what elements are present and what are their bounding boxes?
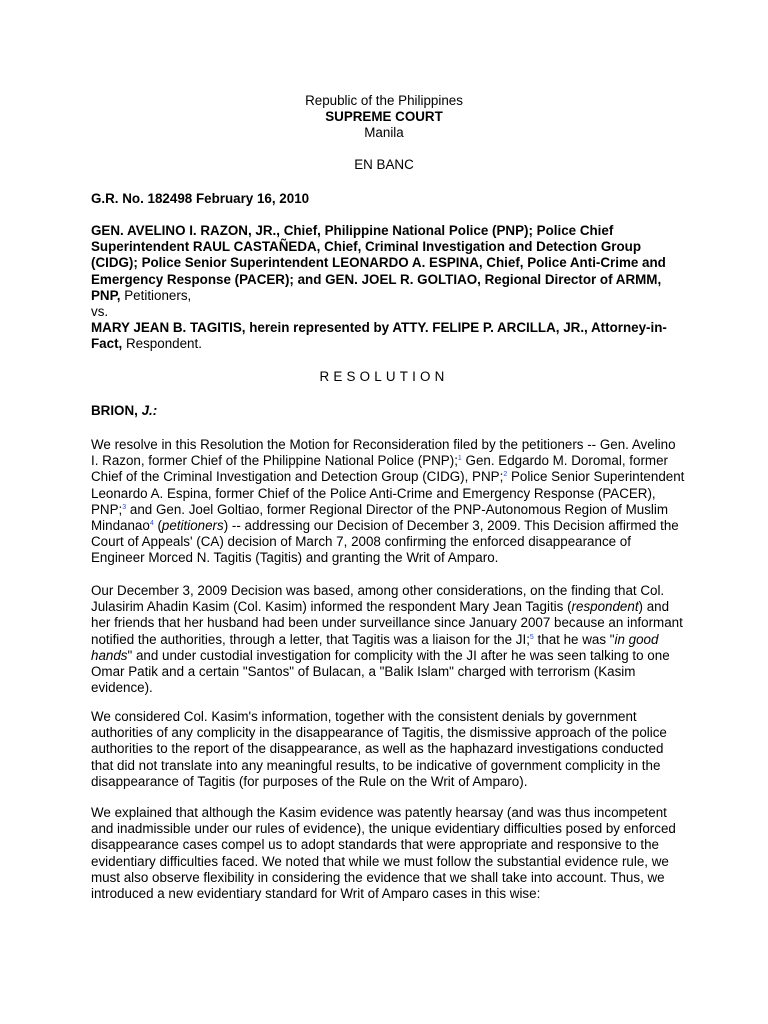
document-title: RESOLUTION xyxy=(319,369,449,384)
petitioners-names: GEN. AVELINO I. RAZON, JR., Chief, Philippine National Police (PNP); Police Chief Superintendent RAUL CASTAÑEDA, Chief, Criminal Investigation and Detection Group (CIDG); Police Senior Superintendent LEONARDO A. ESPINA, Chief, Police Anti-Crime and Emergency Response (PACER); and GEN. JOEL R. GOLTIAO, Regional Director of ARMM, PNP, xyxy=(91,223,666,303)
paragraph-2-text-d: " and under custodial investigation for complicity with the JI after he was seen talking to one Omar Patik and a certain "Santos" of Bulacan, a "Balik Islam" charged with terrorism (Kasim evidence). xyxy=(91,647,670,696)
paragraph-4: We explained that although the Kasim evidence was patently hearsay (and was thus incompetent and inadmissible under our rules of evidence), the unique evidentiary difficulties posed by enforced disappearance cases compel us to adopt standards that were appropriate and responsive to the evidentiary difficulties faced. We noted that while we must follow the substantial evidence rule, we must also observe flexibility in considering the evidence that we shall take into account. Thus, we introduced a new evidentiary standard for Writ of Amparo cases in this wise: xyxy=(91,805,676,902)
case-parties xyxy=(91,223,691,353)
petitioners-role: Petitioners, xyxy=(120,287,192,303)
paragraph-1-text-e: ( xyxy=(153,518,162,534)
paragraph-1-text-c: Police Senior Superintendent Leonardo A. Espina, former Chief of the Police Anti-Crime and Emergency Response (PACER), PNP; xyxy=(91,469,685,517)
division-heading: EN BANC xyxy=(354,157,414,172)
paragraph-2-italic-c: in good hands xyxy=(91,631,659,663)
footnote-link-2[interactable]: 2 xyxy=(503,471,508,479)
footnote-link-5[interactable]: 5 xyxy=(529,633,534,641)
petitioners-block xyxy=(91,223,691,304)
footnote-link-3[interactable]: 3 xyxy=(122,503,127,511)
ponente xyxy=(91,403,157,418)
paragraph-1 xyxy=(91,437,686,567)
paragraph-2 xyxy=(91,583,686,696)
paragraph-1-text-f: ) -- addressing our Decision of December 3, 2009. This Decision affirmed the Court of Appeals' (CA) decision of March 7, 2008 confirming the enforced disappearance of Engineer Morced N. Tagitis (Tagitis) and granting the Writ of Amparo. xyxy=(91,518,679,566)
case-number: G.R. No. 182498 February 16, 2010 xyxy=(91,191,310,206)
ponente-suffix: J.: xyxy=(141,403,158,418)
respondent-names: MARY JEAN B. TAGITIS, herein represented by ATTY. FELIPE P. ARCILLA, JR., Attorney-in-Fact, xyxy=(91,320,667,352)
paragraph-2-text-a: Our December 3, 2009 Decision was based, among other considerations, on the finding that Col. Julasirim Ahadin Kasim (Col. Kasim) informed the respondent Mary Jean Tagitis ( xyxy=(91,583,665,615)
paragraph-2-text-c: that he was " xyxy=(533,631,615,647)
respondent-block xyxy=(91,320,691,352)
respondent-role: Respondent. xyxy=(122,336,202,352)
footnote-link-4[interactable]: 4 xyxy=(149,520,154,528)
paragraph-1-text-b: Gen. Edgardo M. Doromal, former Chief of the Criminal Investigation and Detection Group (CIDG), PNP; xyxy=(91,453,668,485)
court-heading: SUPREME COURT xyxy=(325,109,443,124)
footnote-link-1[interactable]: 1 xyxy=(457,455,462,463)
paragraph-1-text-d: and Gen. Joel Goltiao, former Regional Director of the PNP-Autonomous Region of Muslim Mindanao xyxy=(91,501,669,534)
city-heading: Manila xyxy=(364,125,404,140)
paragraph-3: We considered Col. Kasim's information, together with the consistent denials by government authorities of any complicity in the disappearance of Tagitis, the dismissive approach of the police authorities to the report of the disappearance, as well as the haphazard investigations conducted that did not translate into any meaningful results, to be indicative of government complicity in the disappearance of Tagitis (for purposes of the Rule on the Writ of Amparo). xyxy=(91,709,667,789)
republic-heading: Republic of the Philippines xyxy=(305,93,463,108)
paragraph-1-italic: petitioners xyxy=(161,518,224,534)
ponente-name: BRION, xyxy=(91,403,142,418)
paragraph-2-italic-a: respondent xyxy=(571,599,639,615)
paragraph-2-text-b: ) and her friends that her husband had been under surveillance since January 2007 because an informant notified the authorities, through a letter, that Tagitis was a liaison for the JI; xyxy=(91,599,683,647)
paragraph-1-text-a: We resolve in this Resolution the Motion for Reconsideration filed by the petitioners -- Gen. Avelino I. Razon, former Chief of the Philippine National Police (PNP); xyxy=(91,437,676,469)
versus-label: vs. xyxy=(91,304,109,320)
